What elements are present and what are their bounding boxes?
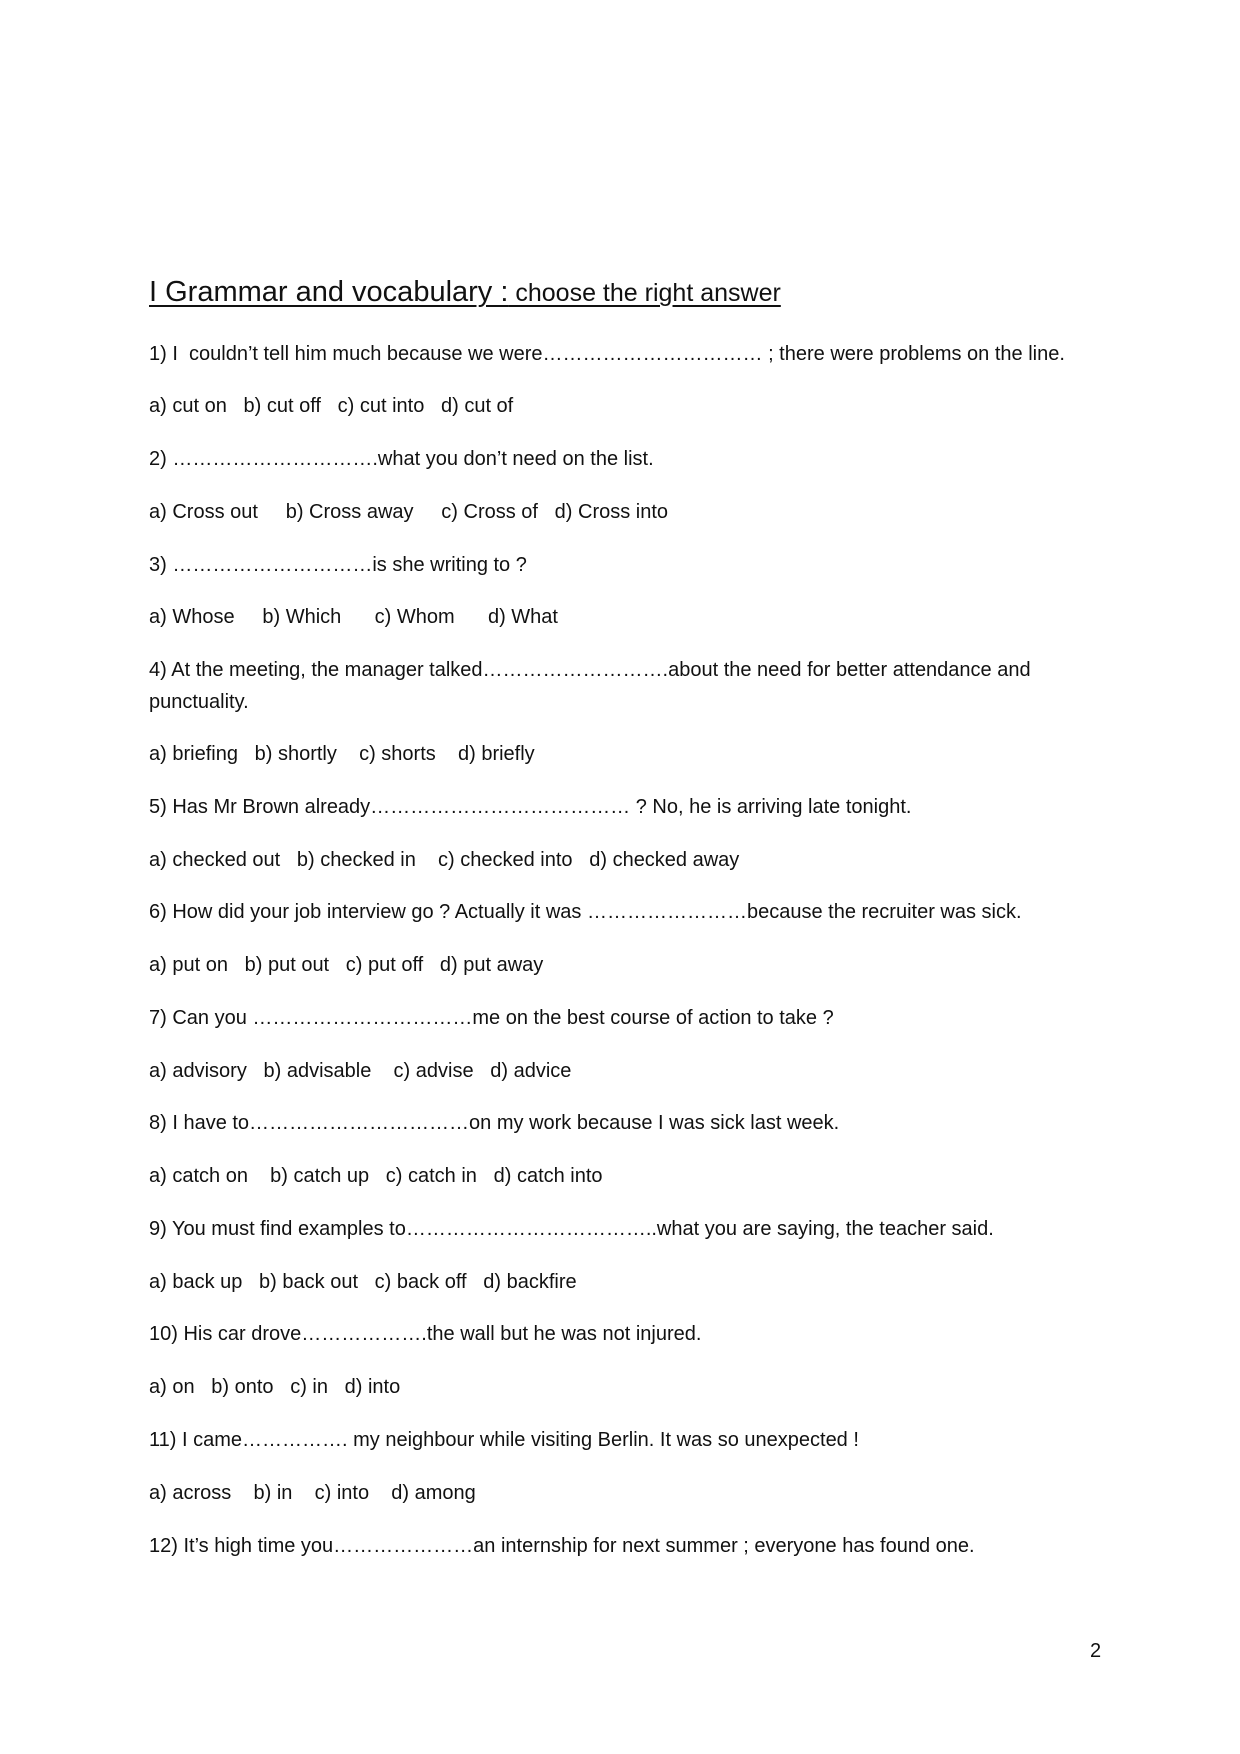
section-title: I Grammar and vocabulary : xyxy=(149,276,509,308)
question-11: 11) I came……………. my neighbour while visiting Berlin. It was so unexpected ! xyxy=(149,1429,859,1451)
question-3: 3) …………………………is she writing to ? xyxy=(149,554,527,576)
options-1: a) cut on b) cut off c) cut into d) cut of xyxy=(149,395,514,417)
section-instruction: choose the right answer xyxy=(508,279,781,307)
question-4: 4) At the meeting, the manager talked……………………….about the need for better attendance and xyxy=(149,659,1031,681)
page-number: 2 xyxy=(1090,1640,1102,1662)
options-2: a) Cross out b) Cross away c) Cross of d) Cross into xyxy=(149,501,669,523)
options-9: a) back up b) back out c) back off d) backfire xyxy=(149,1271,577,1293)
options-5: a) checked out b) checked in c) checked into d) checked away xyxy=(149,849,740,871)
question-7: 7) Can you ……………………………me on the best course of action to take ? xyxy=(149,1007,834,1029)
question-10: 10) His car drove……………….the wall but he was not injured. xyxy=(149,1323,702,1345)
question-5: 5) Has Mr Brown already………………………………… ? No, he is arriving late tonight. xyxy=(149,796,912,818)
options-8: a) catch on b) catch up c) catch in d) catch into xyxy=(149,1165,603,1187)
options-4: a) briefing b) shortly c) shorts d) briefly xyxy=(149,743,535,765)
options-11: a) across b) in c) into d) among xyxy=(149,1482,476,1504)
question-4-continued: punctuality. xyxy=(149,691,249,713)
question-1: 1) I couldn’t tell him much because we were…………………………… ; there were problems on the line. xyxy=(149,343,1065,365)
section-heading xyxy=(149,276,781,309)
options-10: a) on b) onto c) in d) into xyxy=(149,1376,401,1398)
question-8: 8) I have to……………………………on my work because I was sick last week. xyxy=(149,1112,840,1134)
question-9: 9) You must find examples to………………………………..what you are saying, the teacher said. xyxy=(149,1218,994,1240)
question-2: 2) ………………………….what you don’t need on the list. xyxy=(149,448,654,470)
options-3: a) Whose b) Which c) Whom d) What xyxy=(149,606,558,628)
question-12: 12) It’s high time you…………………an internship for next summer ; everyone has found one. xyxy=(149,1535,975,1557)
options-7: a) advisory b) advisable c) advise d) advice xyxy=(149,1060,572,1082)
question-6: 6) How did your job interview go ? Actually it was ……………………because the recruiter was sick. xyxy=(149,901,1022,923)
options-6: a) put on b) put out c) put off d) put away xyxy=(149,954,544,976)
